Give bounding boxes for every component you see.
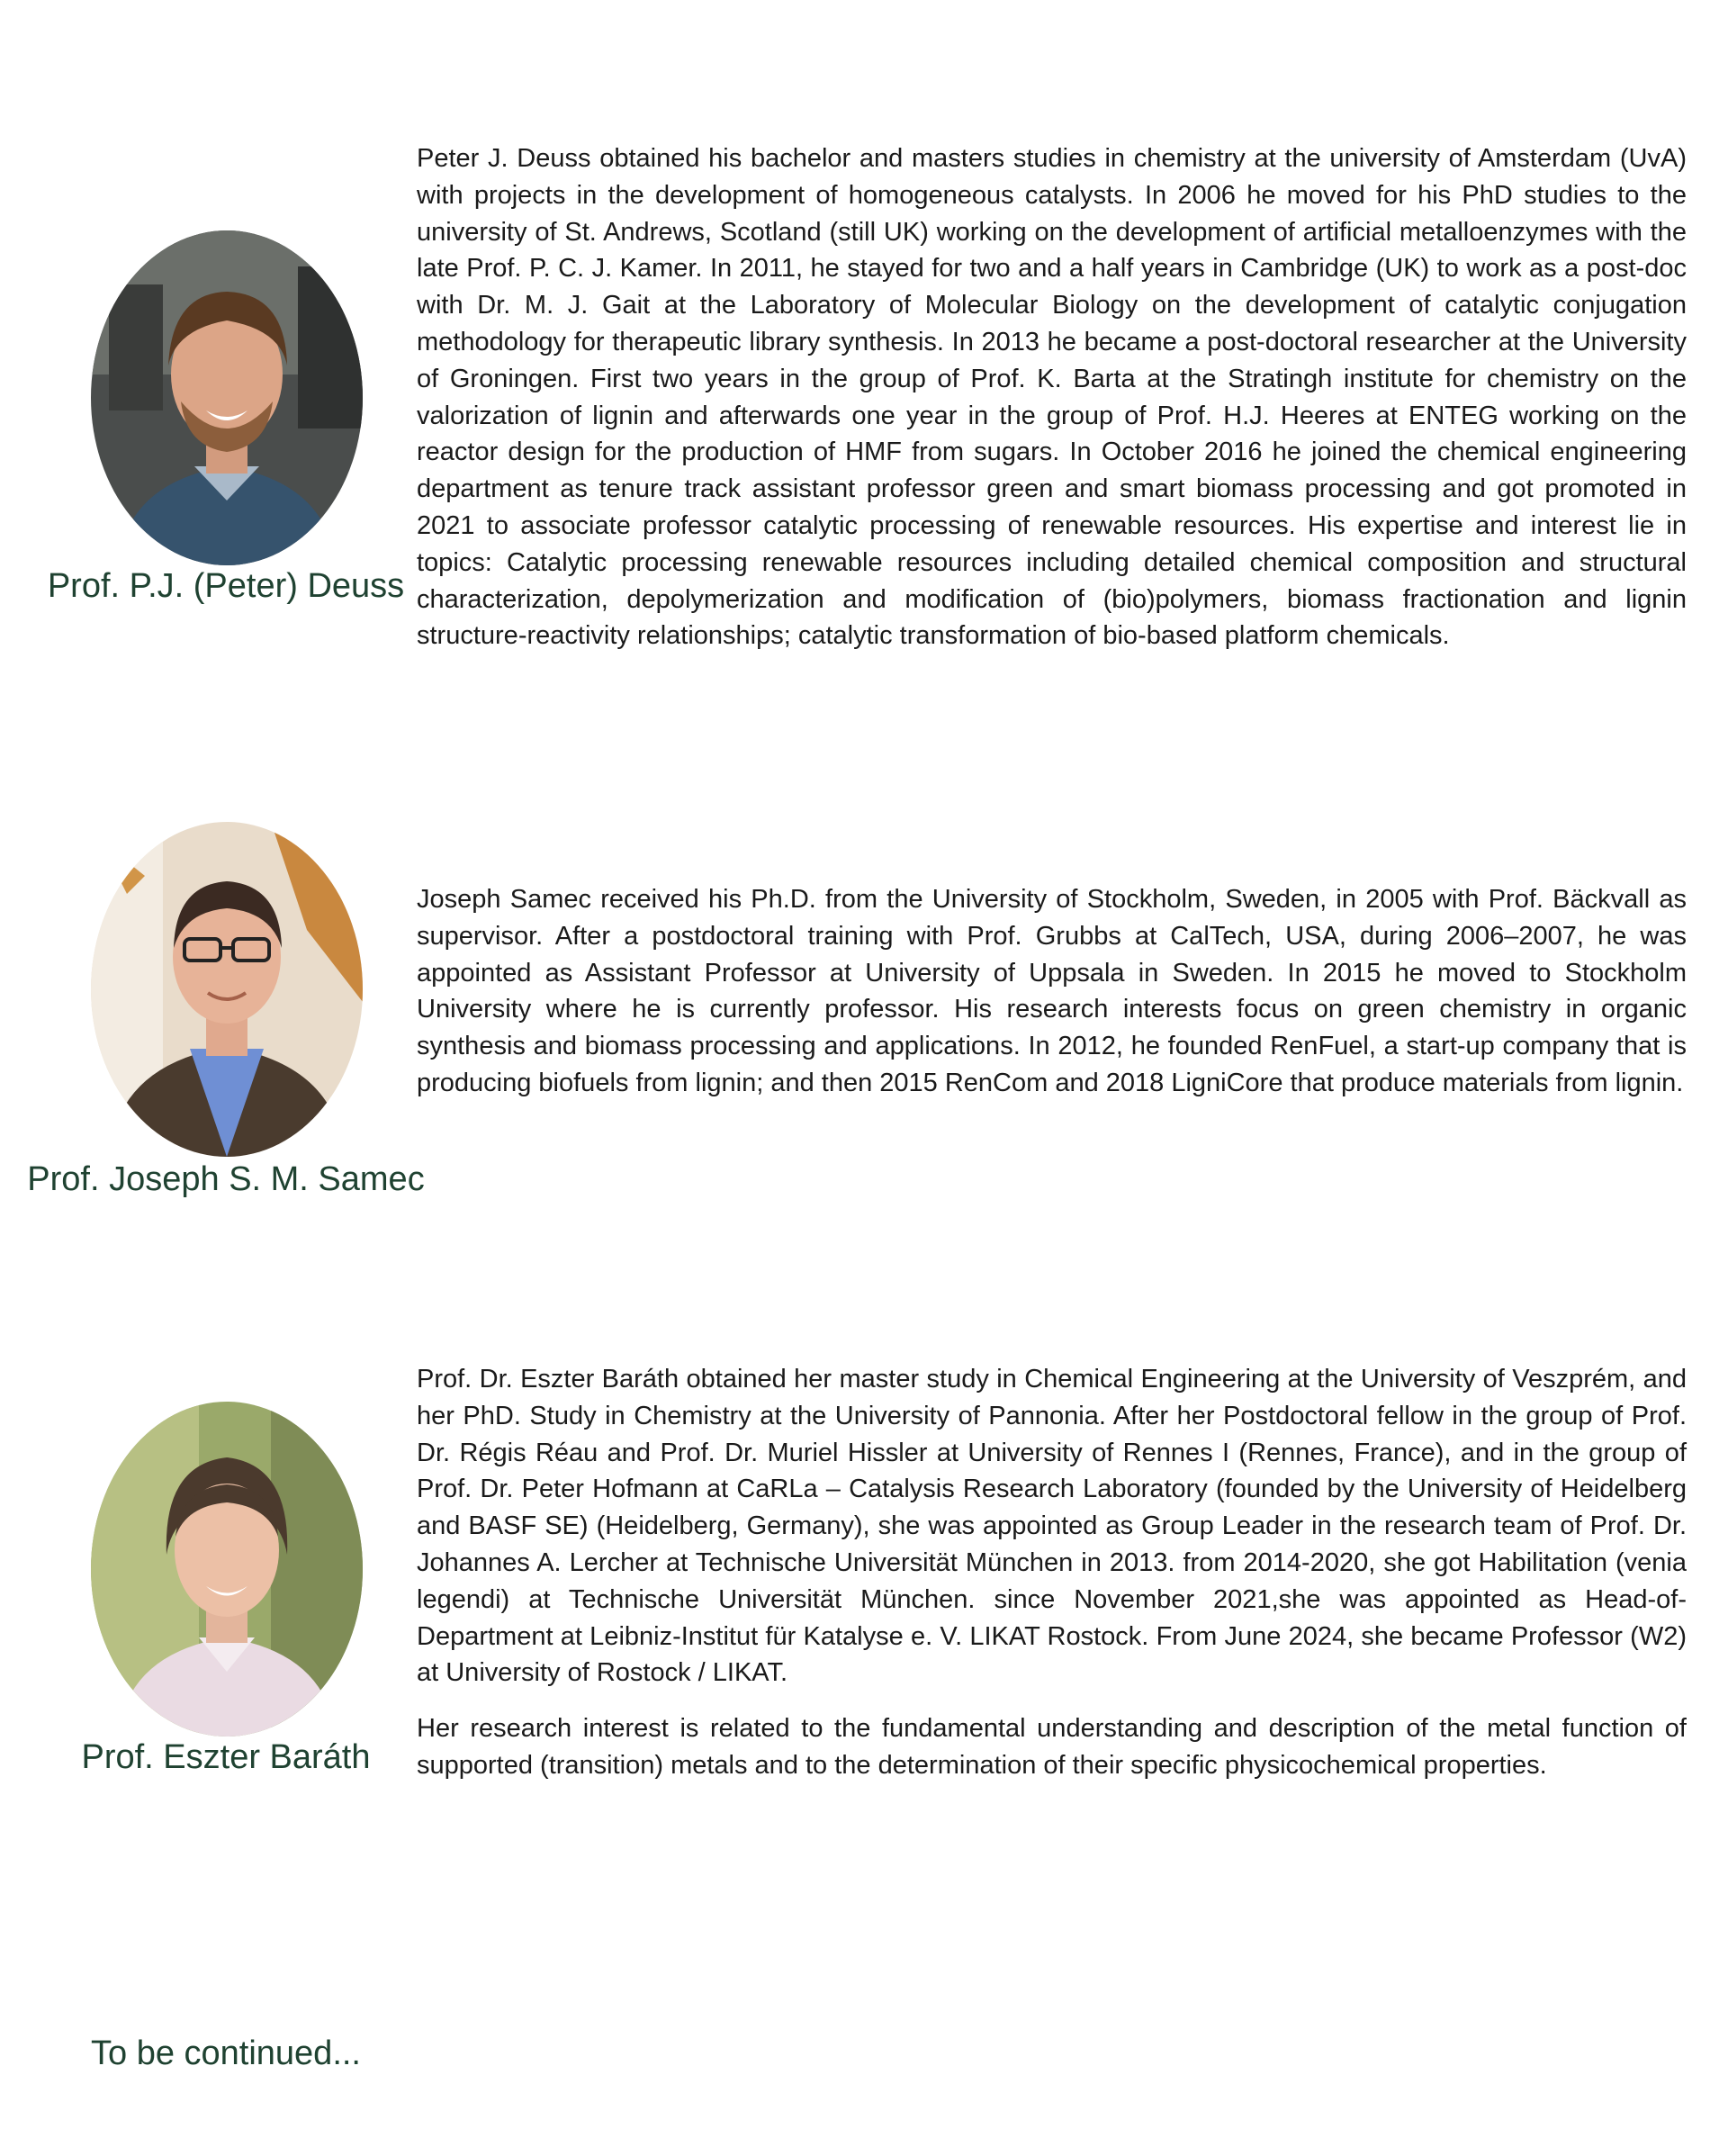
- profile-name: Prof. Joseph S. M. Samec: [27, 1160, 425, 1198]
- profile-photo: [91, 1402, 363, 1737]
- profile-bio: [417, 140, 1687, 654]
- profile-photo: [91, 230, 363, 565]
- closing-note: To be continued...: [91, 2034, 361, 2072]
- profile-bio: [417, 1361, 1687, 1784]
- profile-bio: [417, 881, 1687, 1102]
- bio-paragraph: Peter J. Deuss obtained his bachelor and masters studies in chemistry at the university of Amsterdam (UvA) with projects in the development of homogeneous catalysts. In 2006 he moved for his PhD studies to the university of St. Andrews, Scotland (still UK) working on the development of artificial metalloenzymes with the late Prof. P. C. J. Kamer. In 2011, he stayed for two and a half years in Cambridge (UK) to work as a post-doc with Dr. M. J. Gait at the Laboratory of Molecular Biology on the development of catalytic conjugation methodology for therapeutic library synthesis. In 2013 he became a post-doctoral researcher at the University of Groningen. First two years in the group of Prof. K. Barta at the Stratingh institute for chemistry on the valorization of lignin and afterwards one year in the group of Prof. H.J. Heeres at ENTEG working on the reactor design for the production of HMF from sugars. In October 2016 he joined the chemical engineering department as tenure track assistant professor green and smart biomass processing and got promoted in 2021 to associate professor catalytic processing of renewable resources. His expertise and interest lie in topics: Catalytic processing renewable resources including detailed chemical composition and structural characterization, depolymerization and modification of (bio)polymers, biomass fractionation and lignin structure-reactivity relationships; catalytic transformation of bio-based platform chemicals.: [417, 144, 1687, 651]
- bio-paragraph: Her research interest is related to the fundamental understanding and description of the metal function of supported (transition) metals and to the determination of their specific physicochemical properties.: [417, 1714, 1687, 1780]
- profile-name: Prof. P.J. (Peter) Deuss: [47, 567, 405, 605]
- profile-photo: [91, 822, 363, 1157]
- bio-paragraph: Joseph Samec received his Ph.D. from the University of Stockholm, Sweden, in 2005 with Prof. Bäckvall as supervisor. After a postdoctoral training with Prof. Grubbs at CalTech, USA, during 2006–2007, he was appointed as Assistant Professor at University of Uppsala in Sweden. In 2015 he moved to Stockholm University where he is currently professor. His research interests focus on green chemistry in organic synthesis and biomass processing and applications. In 2012, he founded RenFuel, a start-up company that is producing biofuels from lignin; and then 2015 RenCom and 2018 LigniCore that produce materials from lignin.: [417, 885, 1687, 1097]
- bio-paragraph: Prof. Dr. Eszter Baráth obtained her master study in Chemical Engineering at the University of Veszprém, and her PhD. Study in Chemistry at the University of Pannonia. After her Postdoctoral fellow in the group of Prof. Dr. Régis Réau and Prof. Dr. Muriel Hissler at University of Rennes I (Rennes, France), and in the group of Prof. Dr. Peter Hofmann at CaRLa – Catalysis Research Laboratory (founded by the University of Heidelberg and BASF SE) (Heidelberg, Germany), she was appointed as Group Leader in the research team of Prof. Dr. Johannes A. Lercher at Technische Universität München in 2013. from 2014-2020, she got Habilitation (venia legendi) at Technische Universität München. since November 2021,she was appointed as Head-of-Department at Leibniz-Institut für Katalyse e. V. LIKAT Rostock. From June 2024, she became Professor (W2) at University of Rostock / LIKAT.: [417, 1365, 1687, 1688]
- profile-name: Prof. Eszter Baráth: [81, 1738, 371, 1776]
